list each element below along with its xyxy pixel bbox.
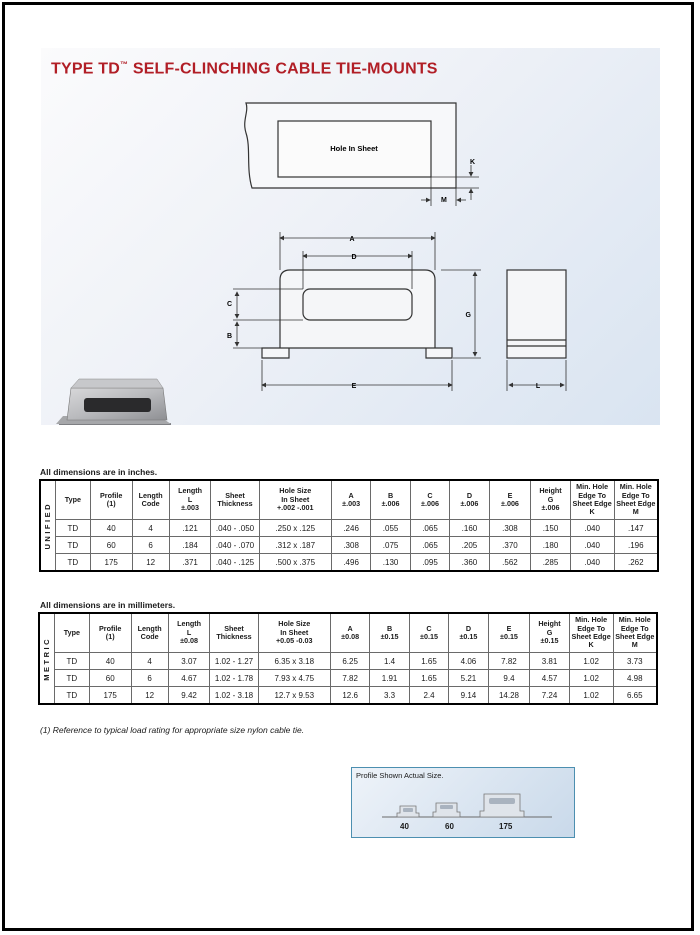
table-cell: .180 xyxy=(531,537,570,554)
profile-175-label: 175 xyxy=(499,822,513,831)
column-header: Type xyxy=(54,613,89,653)
measurement-system-label: METRIC xyxy=(39,613,54,704)
column-header: B ±0.15 xyxy=(370,613,409,653)
table-cell: .055 xyxy=(371,520,410,537)
column-header: Type xyxy=(55,480,90,520)
table-cell: 60 xyxy=(90,537,132,554)
table-cell: TD xyxy=(55,537,90,554)
table-cell: .065 xyxy=(410,520,449,537)
table-cell: 6.65 xyxy=(613,687,657,705)
table-cell: 1.65 xyxy=(409,653,448,670)
technical-drawing xyxy=(41,48,660,425)
table-cell: .095 xyxy=(410,554,449,572)
column-header: Min. Hole Edge To Sheet Edge K xyxy=(570,480,614,520)
table-header-row xyxy=(40,480,658,520)
column-header: E ±0.15 xyxy=(488,613,530,653)
dim-g-label: G xyxy=(465,312,471,319)
table-row xyxy=(39,653,657,670)
column-header: Height G ±.006 xyxy=(531,480,570,520)
table-cell: 2.4 xyxy=(409,687,448,705)
table-cell: 7.82 xyxy=(330,670,369,687)
table-cell: .360 xyxy=(450,554,489,572)
table-cell: 1.02 - 3.18 xyxy=(210,687,258,705)
table-cell: 12.7 x 9.53 xyxy=(258,687,330,705)
mm-dimensions-table xyxy=(38,612,658,705)
table-cell: 12 xyxy=(132,554,169,572)
column-header: C ±.006 xyxy=(410,480,449,520)
table-cell: .205 xyxy=(450,537,489,554)
profile-40-label: 40 xyxy=(400,822,409,831)
table-row xyxy=(39,670,657,687)
table-cell: .312 x .187 xyxy=(259,537,331,554)
table-cell: TD xyxy=(54,653,89,670)
table-cell: 12.6 xyxy=(330,687,369,705)
column-header: D ±.006 xyxy=(450,480,489,520)
column-header: Height G ±0.15 xyxy=(530,613,569,653)
page-title: TYPE TD™ SELF-CLINCHING CABLE TIE-MOUNTS xyxy=(51,60,438,78)
dim-e-label: E xyxy=(351,383,357,390)
table-cell: .500 x .375 xyxy=(259,554,331,572)
table-cell: TD xyxy=(55,554,90,572)
table-cell: TD xyxy=(54,687,89,705)
table-cell: 1.02 - 1.78 xyxy=(210,670,258,687)
table-cell: 3.81 xyxy=(530,653,569,670)
table-cell: 12 xyxy=(131,687,168,705)
profile-175-silhouette xyxy=(480,794,524,817)
mount-front-view xyxy=(262,270,452,358)
table-cell: 3.3 xyxy=(370,687,409,705)
column-header: Length Code xyxy=(131,613,168,653)
table-cell: 3.07 xyxy=(168,653,210,670)
column-header: B ±.006 xyxy=(371,480,410,520)
profile-60-label: 60 xyxy=(445,822,454,831)
dim-m-label: M xyxy=(441,197,447,204)
table-cell: .371 xyxy=(169,554,211,572)
dim-l-label: L xyxy=(535,383,541,390)
table-cell: .246 xyxy=(331,520,370,537)
table-row xyxy=(40,537,658,554)
table-cell: .040 - .125 xyxy=(211,554,259,572)
table-cell: 175 xyxy=(89,687,131,705)
column-header: Sheet Thickness xyxy=(211,480,259,520)
table-cell: 4 xyxy=(131,653,168,670)
table-cell: 9.14 xyxy=(449,687,488,705)
column-header: Sheet Thickness xyxy=(210,613,258,653)
column-header: Min. Hole Edge To Sheet Edge M xyxy=(614,480,658,520)
column-header: A ±0.08 xyxy=(330,613,369,653)
table-cell: TD xyxy=(54,670,89,687)
table-cell: .065 xyxy=(410,537,449,554)
profile-box-title: Profile Shown Actual Size. xyxy=(356,771,444,780)
table-cell: .262 xyxy=(614,554,658,572)
table-cell: 7.93 x 4.75 xyxy=(258,670,330,687)
table-cell: 4 xyxy=(132,520,169,537)
table-cell: 7.24 xyxy=(530,687,569,705)
dim-a-label: A xyxy=(349,236,355,243)
table-row xyxy=(40,520,658,537)
column-header: A ±.003 xyxy=(331,480,370,520)
column-header: Hole Size In Sheet +0.05 -0.03 xyxy=(258,613,330,653)
table-cell: .196 xyxy=(614,537,658,554)
table-cell: 40 xyxy=(89,653,131,670)
column-header: C ±0.15 xyxy=(409,613,448,653)
table-cell: .160 xyxy=(450,520,489,537)
dim-d-label: D xyxy=(351,254,357,261)
column-header: Profile (1) xyxy=(90,480,132,520)
column-header: Min. Hole Edge To Sheet Edge K xyxy=(569,613,613,653)
table-row xyxy=(40,554,658,572)
mount-side-view xyxy=(507,270,566,358)
table-cell: 7.82 xyxy=(488,653,530,670)
column-header: Min. Hole Edge To Sheet Edge M xyxy=(613,613,657,653)
table-cell: 4.67 xyxy=(168,670,210,687)
table-cell: 1.65 xyxy=(409,670,448,687)
table-cell: 175 xyxy=(90,554,132,572)
table-cell: .184 xyxy=(169,537,211,554)
product-photo xyxy=(56,379,171,425)
column-header: Hole Size In Sheet +.002 -.001 xyxy=(259,480,331,520)
table-cell: .496 xyxy=(331,554,370,572)
table-cell: 9.42 xyxy=(168,687,210,705)
table-cell: 1.91 xyxy=(370,670,409,687)
inch-dimensions-table xyxy=(39,479,659,572)
table-cell: 6.25 xyxy=(330,653,369,670)
column-header: Length L ±.003 xyxy=(169,480,211,520)
table-cell: .040 - .070 xyxy=(211,537,259,554)
inch-units-note: All dimensions are in inches. xyxy=(40,467,158,477)
table-cell: 6 xyxy=(131,670,168,687)
table-cell: 6.35 x 3.18 xyxy=(258,653,330,670)
table-cell: 6 xyxy=(132,537,169,554)
table-cell: .308 xyxy=(489,520,531,537)
table-cell: TD xyxy=(55,520,90,537)
profile-footnote: (1) Reference to typical load rating for appropriate size nylon cable tie. xyxy=(40,725,305,735)
dim-k-label: K xyxy=(470,159,476,166)
table-cell: 1.4 xyxy=(370,653,409,670)
table-cell: 5.21 xyxy=(449,670,488,687)
table-cell: .040 xyxy=(570,554,614,572)
table-cell: 9.4 xyxy=(488,670,530,687)
table-cell: 1.02 - 1.27 xyxy=(210,653,258,670)
table-cell: .150 xyxy=(531,520,570,537)
hole-in-sheet-label: Hole In Sheet xyxy=(330,144,378,153)
table-cell: .040 xyxy=(570,537,614,554)
table-row xyxy=(39,687,657,705)
dim-b-label: B xyxy=(226,333,232,340)
table-cell: .147 xyxy=(614,520,658,537)
mm-units-note: All dimensions are in millimeters. xyxy=(40,600,176,610)
table-cell: .121 xyxy=(169,520,211,537)
table-cell: .075 xyxy=(371,537,410,554)
table-cell: .040 - .050 xyxy=(211,520,259,537)
table-cell: 1.02 xyxy=(569,653,613,670)
column-header: D ±0.15 xyxy=(449,613,488,653)
table-cell: .250 x .125 xyxy=(259,520,331,537)
column-header: E ±.006 xyxy=(489,480,531,520)
measurement-system-label: UNIFIED xyxy=(40,480,55,571)
table-cell: .285 xyxy=(531,554,570,572)
table-cell: 4.06 xyxy=(449,653,488,670)
table-cell: 4.57 xyxy=(530,670,569,687)
table-cell: .040 xyxy=(570,520,614,537)
table-header-row xyxy=(39,613,657,653)
table-cell: 14.28 xyxy=(488,687,530,705)
profile-silhouettes xyxy=(352,768,575,838)
table-cell: .130 xyxy=(371,554,410,572)
table-cell: .370 xyxy=(489,537,531,554)
table-cell: 4.98 xyxy=(613,670,657,687)
table-cell: .308 xyxy=(331,537,370,554)
table-cell: 1.02 xyxy=(569,687,613,705)
profile-actual-size-box xyxy=(351,767,575,838)
product-hero-panel xyxy=(41,48,660,425)
table-cell: 60 xyxy=(89,670,131,687)
table-cell: 40 xyxy=(90,520,132,537)
dim-c-label: C xyxy=(226,301,232,308)
table-cell: 1.02 xyxy=(569,670,613,687)
column-header: Length Code xyxy=(132,480,169,520)
column-header: Length L ±0.08 xyxy=(168,613,210,653)
table-cell: .562 xyxy=(489,554,531,572)
table-cell: 3.73 xyxy=(613,653,657,670)
column-header: Profile (1) xyxy=(89,613,131,653)
